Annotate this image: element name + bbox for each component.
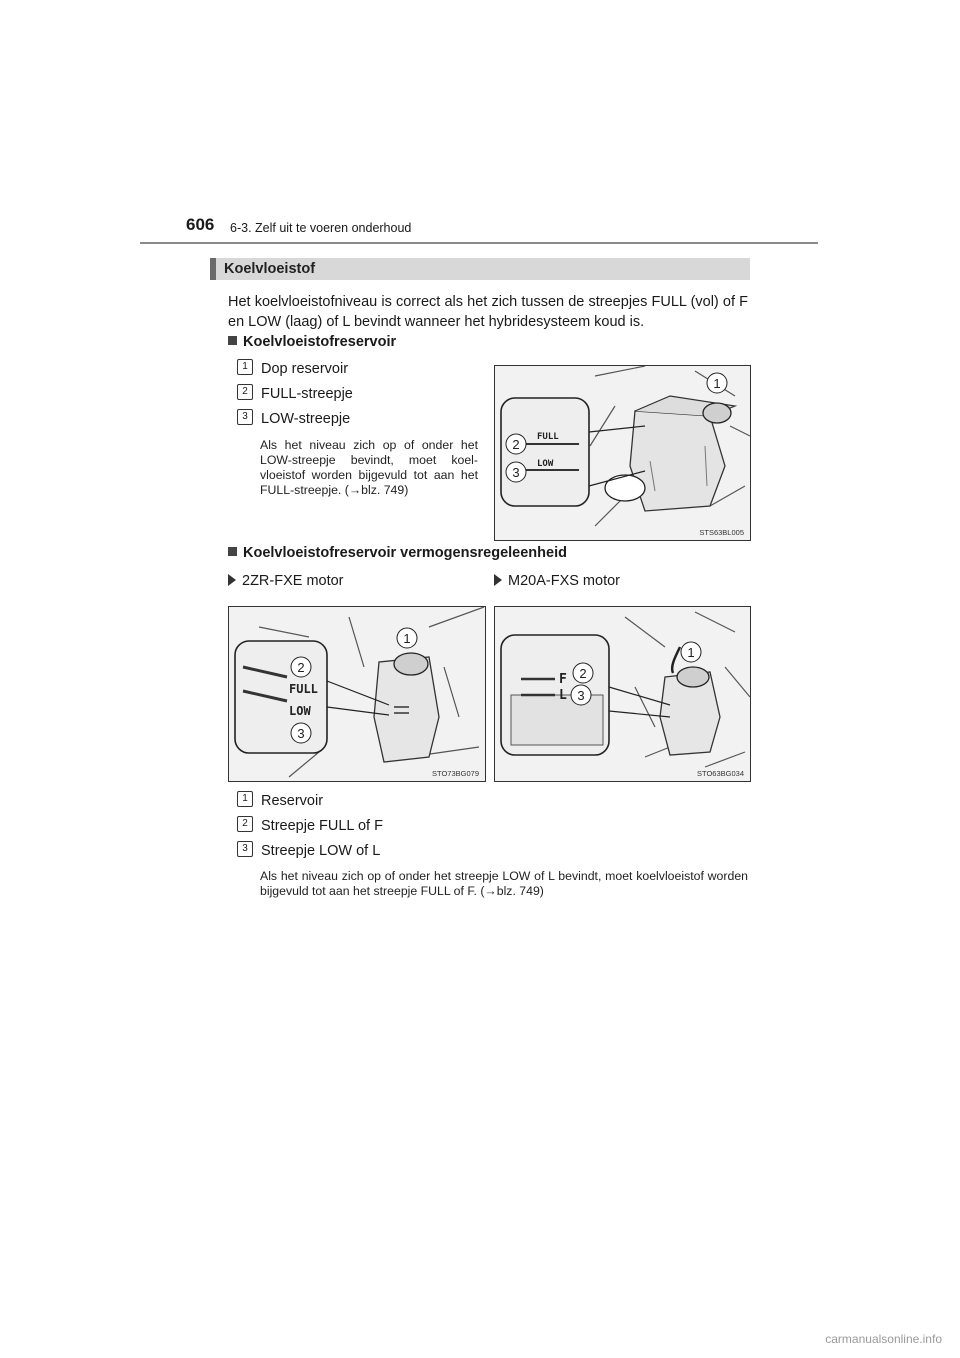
illustration-engine-bay (229, 607, 485, 781)
list-item (237, 361, 348, 377)
callout-2: 2 (297, 660, 305, 675)
intro-paragraph: Het koelvloeistofniveau is correct als het zich tussen de streepjes FULL (vol) of F en LOW (laag) of L bevindt wanneer het hybridesysteem koud is. (228, 294, 748, 330)
illustration-engine-bay (495, 607, 750, 781)
figure-2zr-reservoir (228, 606, 486, 782)
figure-code: STS63BL005 (699, 528, 744, 537)
square-bullet-icon (228, 547, 237, 556)
figure-code: STO73BG079 (432, 769, 479, 778)
callout-2: 2 (512, 437, 520, 452)
triangle-bullet-icon (228, 574, 236, 586)
callout-1: 1 (713, 376, 721, 391)
illustration-engine-bay (495, 366, 750, 540)
figure-m20a-reservoir (494, 606, 751, 782)
subsection-heading-reservoir (228, 334, 396, 350)
callout-2: 2 (579, 666, 587, 681)
mark-f-label: F (559, 672, 567, 687)
title-marker (210, 258, 216, 280)
section-reference: 6-3. Zelf uit te voeren onderhoud (230, 221, 412, 235)
section-title-bar (210, 258, 750, 280)
list-item (237, 843, 380, 859)
callout-3: 3 (297, 726, 305, 741)
mark-l-label: L (559, 688, 567, 703)
subsection-heading-pcu-reservoir (228, 545, 567, 561)
mark-full-label: FULL (537, 432, 559, 442)
mark-low-label: LOW (537, 459, 554, 469)
engine-label-text: M20A-FXS motor (508, 573, 620, 589)
list-item (237, 386, 353, 402)
callout-1: 1 (403, 631, 411, 646)
list-item-label: Reservoir (261, 793, 324, 809)
list-item-label: LOW-streepje (261, 411, 351, 427)
list-item-label: Streepje FULL of F (261, 818, 383, 834)
mark-low-label: LOW (289, 704, 311, 718)
list-item (237, 411, 350, 427)
subsection-heading-text: Koelvloeistofreservoir (243, 334, 397, 350)
callout-3: 3 (512, 465, 520, 480)
list-item-label: FULL-streepje (261, 386, 353, 402)
callout-number: 3 (237, 841, 253, 857)
subsection-heading-text: Koelvloeistofreservoir vermogensregeleenheid (243, 545, 567, 561)
mark-full-label: FULL (289, 682, 318, 696)
engine-label-m20a (494, 573, 620, 589)
engine-label-2zr (228, 573, 344, 589)
list-item-label: Streepje LOW of L (261, 843, 381, 859)
engine-label-text: 2ZR-FXE motor (242, 573, 344, 589)
figure-code: STO63BG034 (697, 769, 744, 778)
section-title: Koelvloeistof (224, 261, 316, 277)
page-number: 606 (186, 215, 215, 234)
watermark: carmanualsonline.info (825, 1332, 942, 1346)
callout-1: 1 (687, 645, 695, 660)
figure-coolant-reservoir (494, 365, 751, 541)
note-text: Als het niveau zich op of onder het streepje LOW of L bevindt, moet koelvloeistof worden bijgevuld tot aan het streepje FULL of F. (→blz. 749) (260, 869, 748, 898)
triangle-bullet-icon (494, 574, 502, 586)
callout-number: 1 (237, 791, 253, 807)
callout-3: 3 (577, 688, 585, 703)
callout-number: 2 (237, 384, 253, 400)
callout-number: 3 (237, 409, 253, 425)
list-item-label: Dop reservoir (261, 361, 349, 377)
callout-number: 2 (237, 816, 253, 832)
list-item (237, 818, 383, 834)
note-text: Als het niveau zich op of onder het LOW-streepje bevindt, moet koel-vloeistof worden bijgevuld tot aan het FULL-streepje. (→blz. 749) (260, 438, 478, 497)
header-divider (140, 242, 818, 244)
callout-number: 1 (237, 359, 253, 375)
square-bullet-icon (228, 336, 237, 345)
list-item (237, 793, 323, 809)
